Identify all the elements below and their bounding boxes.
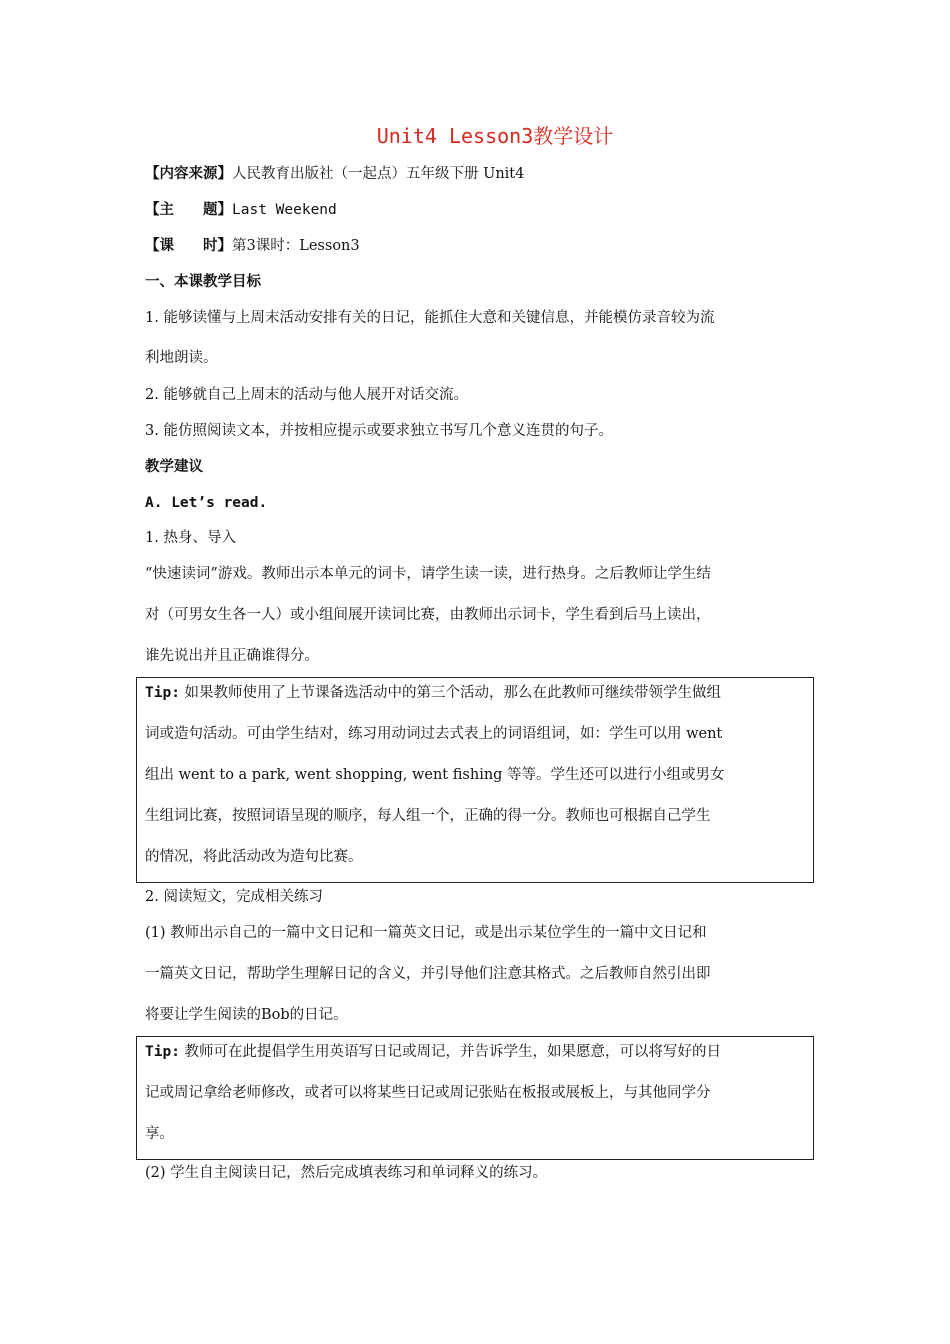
tip-1-line-1 <box>145 683 721 703</box>
paragraph-1-line-3: 谁先说出并且正确谁得分。 <box>145 648 319 664</box>
goal-1-line-1: 1. 能够读懂与上周末活动安排有关的日记，能抓住大意和关键信息，并能模仿录音较为流 <box>145 310 715 326</box>
tip-1-line-4: 生组词比赛，按照词语呈现的顺序，每人组一个，正确的得一分。教师也可根据自己学生 <box>145 808 711 824</box>
meta-source-label: 【内容来源】 <box>145 166 232 182</box>
paragraph-1-line-1: “快速读词”游戏。教师出示本单元的词卡，请学生读一读，进行热身。之后教师让学生结 <box>145 566 711 582</box>
section-heading-suggestions: 教学建议 <box>145 459 203 475</box>
goal-2: 2. 能够就自己上周末的活动与他人展开对话交流。 <box>145 387 468 403</box>
part-a-heading: A. Let’s read. <box>145 495 268 511</box>
tip-1-line-3: 组出 went to a park, went shopping, went fishing 等等。学生还可以进行小组或男女 <box>145 767 725 783</box>
tip-2-key: Tip: <box>145 1044 180 1060</box>
section-heading-goals: 一、本课教学目标 <box>145 274 261 290</box>
step-2-para-2: (2) 学生自主阅读日记，然后完成填表练习和单词释义的练习。 <box>145 1165 548 1181</box>
step-2-para-1-line-1: (1) 教师出示自己的一篇中文日记和一篇英文日记，或是出示某位学生的一篇中文日记和 <box>145 925 707 941</box>
step-1-heading: 1. 热身、导入 <box>145 530 236 546</box>
tip-2-line-1-text: 教师可在此提倡学生用英语写日记或周记，并告诉学生，如果愿意，可以将写好的日 <box>179 1044 722 1060</box>
meta-topic <box>145 200 337 220</box>
goal-3: 3. 能仿照阅读文本，并按相应提示或要求独立书写几个意义连贯的句子。 <box>145 423 613 439</box>
meta-source <box>145 164 524 184</box>
tip-1-line-1-text: 如果教师使用了上节课备选活动中的第三个活动，那么在此教师可继续带领学生做组 <box>179 685 722 701</box>
tip-1-key: Tip: <box>145 685 180 701</box>
meta-period-label: 【课 时】 <box>145 238 232 254</box>
goal-1-line-2: 利地朗读。 <box>145 350 218 366</box>
step-2-para-1-line-3: 将要让学生阅读的Bob的日记。 <box>145 1007 348 1023</box>
tip-2-line-2: 记或周记拿给老师修改，或者可以将某些日记或周记张贴在板报或展板上，与其他同学分 <box>145 1085 711 1101</box>
meta-topic-label: 【主 题】 <box>145 202 232 218</box>
tip-2-line-1 <box>145 1042 721 1062</box>
document-title: Unit4 Lesson3教学设计 <box>376 124 614 148</box>
tip-1-line-2: 词或造句活动。可由学生结对，练习用动词过去式表上的词语组词，如：学生可以用 went <box>145 726 723 742</box>
step-2-heading: 2. 阅读短文，完成相关练习 <box>145 889 323 905</box>
tip-2-line-3: 享。 <box>145 1126 174 1142</box>
meta-period <box>145 236 360 256</box>
paragraph-1-line-2: 对（可男女生各一人）或小组间展开读词比赛，由教师出示词卡，学生看到后马上读出， <box>145 607 711 623</box>
step-2-para-1-line-2: 一篇英文日记，帮助学生理解日记的含义，并引导他们注意其格式。之后教师自然引出即 <box>145 966 711 982</box>
tip-box-1 <box>136 677 814 883</box>
meta-source-value: 人民教育出版社（一起点）五年级下册 Unit4 <box>232 166 525 182</box>
meta-topic-value: Last Weekend <box>232 202 337 218</box>
tip-1-line-5: 的情况，将此活动改为造句比赛。 <box>145 849 363 865</box>
tip-box-2 <box>136 1036 814 1160</box>
meta-period-value: 第3课时：Lesson3 <box>232 238 360 254</box>
